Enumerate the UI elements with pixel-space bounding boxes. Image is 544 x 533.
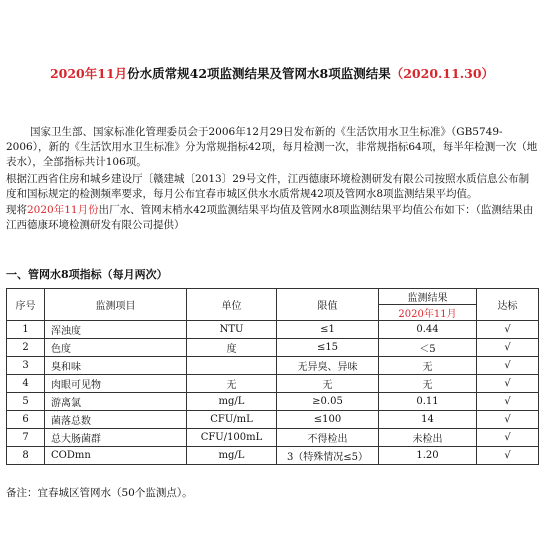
cell-no: 4: [7, 375, 45, 393]
table-row: [7, 375, 539, 393]
pipe-water-table: [6, 288, 539, 465]
cell-no: 3: [7, 357, 45, 375]
cell-pass: √: [477, 447, 539, 465]
header-limit: 限值: [277, 289, 379, 321]
cell-limit: ≥0.05: [277, 393, 379, 411]
cell-limit: ≤15: [277, 339, 379, 357]
cell-limit: 不得检出: [277, 429, 379, 447]
table-row: [7, 429, 539, 447]
cell-item: 总大肠菌群: [45, 429, 187, 447]
cell-result: 无: [379, 357, 477, 375]
cell-unit: 无: [187, 375, 277, 393]
cell-unit: mg/L: [187, 393, 277, 411]
header-result: 监测结果: [379, 289, 477, 305]
table-header-row: [7, 289, 539, 305]
table-row: [7, 393, 539, 411]
cell-result: 无: [379, 375, 477, 393]
publish-month: 2020年11月份: [27, 204, 99, 216]
cell-item: CODmn: [45, 447, 187, 465]
table-row: [7, 339, 539, 357]
cell-item: 菌落总数: [45, 411, 187, 429]
table-row: [7, 357, 539, 375]
publish-text-b: 出厂水、管网末梢水42项监测结果平均值及管网水8项监测结果平均值公布如下：（监测结果由江西德康环境检测研发有限公司提供）: [6, 204, 534, 231]
page-title: [0, 64, 544, 82]
table-row: [7, 321, 539, 339]
intro-paragraph: 国家卫生部、国家标准化管理委员会于2006年12月29日发布新的《生活饮用水卫生标准》（GB5749-2006），新的《生活饮用水卫生标准》分为常规指标42项，每月检测一次，非常规指标64项，每半年检测一次（地表水），全部指标共计106项。: [6, 126, 538, 168]
title-date: （2020.11.30）: [390, 66, 495, 81]
header-no: 序号: [7, 289, 45, 321]
cell-no: 2: [7, 339, 45, 357]
publish-paragraph: [6, 203, 538, 233]
table-row: [7, 411, 539, 429]
table-row: [7, 447, 539, 465]
cell-limit: 无异臭、异味: [277, 357, 379, 375]
cell-unit: CFU/mL: [187, 411, 277, 429]
cell-no: 5: [7, 393, 45, 411]
cell-item: 浑浊度: [45, 321, 187, 339]
footnote: 备注：宜春城区管网水（50个监测点）。: [6, 487, 193, 499]
cell-pass: √: [477, 357, 539, 375]
cell-no: 7: [7, 429, 45, 447]
cell-unit: mg/L: [187, 447, 277, 465]
publish-text-a: 现将: [6, 204, 27, 216]
section-title: 一、管网水8项指标（每月两次）: [6, 268, 168, 281]
cell-limit: ≤100: [277, 411, 379, 429]
header-item: 监测项目: [45, 289, 187, 321]
cell-unit: NTU: [187, 321, 277, 339]
title-main: 份水质常规42项监测结果及管网水8项监测结果: [127, 66, 391, 81]
header-pass: 达标: [477, 289, 539, 321]
cell-limit: 无: [277, 375, 379, 393]
cell-item: 游离氯: [45, 393, 187, 411]
cell-item: 色度: [45, 339, 187, 357]
cell-no: 6: [7, 411, 45, 429]
basis-paragraph: 根据江西省住房和城乡建设厅〔赣建城〔2013〕29号文件，江西德康环境检测研发有限公司按照水质信息公布制度和国标规定的检测频率要求，每月公布宜春市城区供水水质常规42项及管网水8项监测结果平均值。: [6, 173, 530, 200]
cell-result: 0.11: [379, 393, 477, 411]
cell-pass: √: [477, 339, 539, 357]
cell-result: 1.20: [379, 447, 477, 465]
cell-item: 臭和味: [45, 357, 187, 375]
cell-result: 未检出: [379, 429, 477, 447]
header-unit: 单位: [187, 289, 277, 321]
cell-unit: 度: [187, 339, 277, 357]
cell-limit: ≤1: [277, 321, 379, 339]
cell-no: 8: [7, 447, 45, 465]
cell-result: 14: [379, 411, 477, 429]
header-result-month: 2020年11月: [379, 305, 477, 321]
cell-result: 0.44: [379, 321, 477, 339]
title-month: 2020年11月: [49, 66, 128, 81]
cell-result: ＜5: [379, 339, 477, 357]
cell-limit: 3（特殊情况≤5）: [277, 447, 379, 465]
cell-pass: √: [477, 321, 539, 339]
cell-pass: √: [477, 375, 539, 393]
cell-pass: √: [477, 411, 539, 429]
cell-pass: √: [477, 429, 539, 447]
cell-no: 1: [7, 321, 45, 339]
cell-unit: [187, 357, 277, 375]
cell-pass: √: [477, 393, 539, 411]
cell-unit: CFU/100mL: [187, 429, 277, 447]
cell-item: 肉眼可见物: [45, 375, 187, 393]
